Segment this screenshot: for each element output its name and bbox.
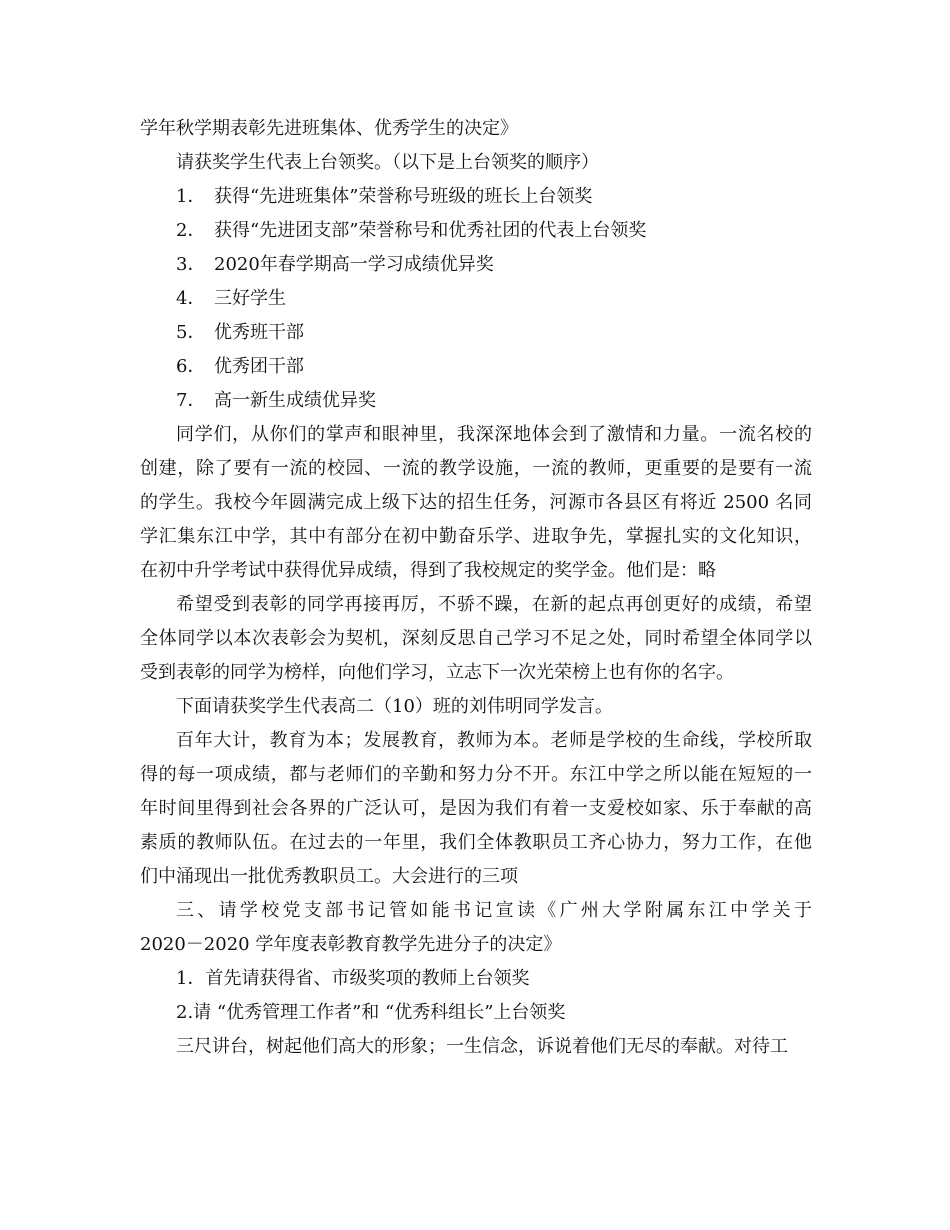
paragraph-line: 创建，除了要有一流的校园、一流的教学设施，一流的教师，更重要的是要有一流 <box>140 458 812 479</box>
award-list-item <box>140 316 812 350</box>
paragraph-line: 三尺讲台，树起他们高大的形象；一生信念，诉说着他们无尽的奉献。对待工 <box>176 1036 788 1057</box>
list-number: 5． <box>176 322 206 343</box>
paragraph-line: 们中涌现出一批优秀教职员工。大会进行的三项 <box>140 866 518 887</box>
list-text: 获得“先进团支部”荣誉称号和优秀社团的代表上台领奖 <box>214 220 647 241</box>
list-text: 优秀团干部 <box>214 356 304 377</box>
paragraph-line: 学年秋学期表彰先进班集体、优秀学生的决定》 <box>140 118 518 139</box>
paragraph-line: 百年大计，教育为本；发展教育，教师为本。老师是学校的生命线，学校所取 <box>176 730 812 751</box>
award-list-item <box>140 248 812 282</box>
section-heading-line: 三、请学校党支部书记管如能书记宣读《广州大学附属东江中学关于 <box>176 900 812 921</box>
paragraph-line: 素质的教师队伍。在过去的一年里，我们全体教职员工齐心协力，努力工作，在他 <box>140 832 812 853</box>
paragraph-line: 2.请 “优秀管理工作者”和 “优秀科组长”上台领奖 <box>176 1002 566 1023</box>
paragraph-line: 同学们，从你们的掌声和眼神里，我深深地体会到了激情和力量。一流名校的 <box>176 424 812 445</box>
award-list-item <box>140 384 812 418</box>
paragraph-line: 得的每一项成绩，都与老师们的辛勤和努力分不开。东江中学之所以能在短短的一 <box>140 764 812 785</box>
paragraph-line: 年时间里得到社会各界的广泛认可，是因为我们有着一支爱校如家、乐于奉献的高 <box>140 798 812 819</box>
paragraph-line: 学汇集东江中学，其中有部分在初中勤奋乐学、进取争先，掌握扎实的文化知识， <box>140 526 812 547</box>
paragraph-line: 在初中升学考试中获得优异成绩，得到了我校规定的奖学金。他们是：略 <box>140 560 716 581</box>
award-list-item <box>140 282 812 316</box>
list-text: 2020年春学期高一学习成绩优异奖 <box>214 254 494 275</box>
paragraph-line: 2020－2020 学年度表彰教育教学先进分子的决定》 <box>140 934 562 955</box>
document-body <box>140 112 812 1064</box>
paragraph-line: 请获奖学生代表上台领奖。（以下是上台领奖的顺序） <box>176 152 599 173</box>
paragraph-line: 希望受到表彰的同学再接再厉，不骄不躁，在新的起点再创更好的成绩，希望 <box>176 594 812 615</box>
paragraph-line: 下面请获奖学生代表高二（10）班的刘伟明同学发言。 <box>176 696 613 717</box>
award-list-item <box>140 214 812 248</box>
list-number: 3． <box>176 254 206 275</box>
list-text: 获得“先进班集体”荣誉称号班级的班长上台领奖 <box>214 186 593 207</box>
list-number: 4． <box>176 288 206 309</box>
paragraph-line: 的学生。我校今年圆满完成上级下达的招生任务，河源市各县区有将近 2500 名同 <box>140 492 812 513</box>
list-number: 1． <box>176 186 206 207</box>
list-number: 6． <box>176 356 206 377</box>
list-number: 7． <box>176 390 206 411</box>
list-text: 三好学生 <box>214 288 286 309</box>
list-text: 优秀班干部 <box>214 322 304 343</box>
list-text: 高一新生成绩优异奖 <box>214 390 376 411</box>
list-number: 2． <box>176 220 206 241</box>
paragraph-line: 受到表彰的同学为榜样，向他们学习，立志下一次光荣榜上也有你的名字。 <box>140 662 734 683</box>
award-list-item <box>140 180 812 214</box>
paragraph-line: 全体同学以本次表彰会为契机，深刻反思自己学习不足之处，同时希望全体同学以 <box>140 628 812 649</box>
award-list-item <box>140 350 812 384</box>
paragraph-line: 1．首先请获得省、市级奖项的教师上台领奖 <box>176 968 530 989</box>
